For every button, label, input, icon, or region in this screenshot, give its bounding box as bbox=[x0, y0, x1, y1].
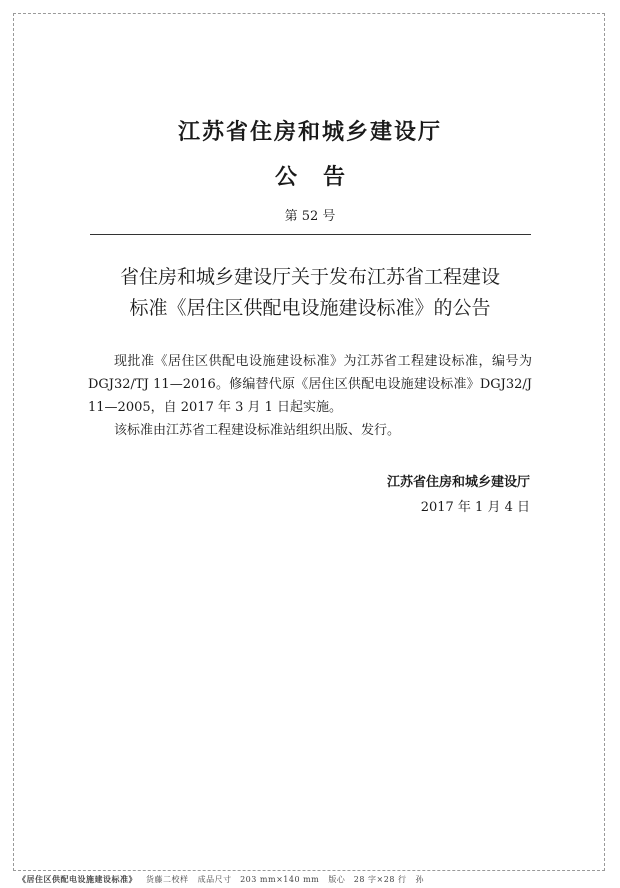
print-footer bbox=[18, 874, 430, 885]
footer-text-block: 版心 28 字×28 行 bbox=[328, 875, 407, 884]
signature-block bbox=[387, 470, 530, 520]
footer-book-title: 《居住区供配电设施建设标准》 bbox=[18, 875, 137, 884]
body-paragraph-2: 该标准由江苏省工程建设标准站组织出版、发行。 bbox=[114, 423, 401, 438]
document-type: 公告 bbox=[274, 165, 371, 190]
footer-tail: 孙 bbox=[415, 875, 425, 884]
announcement-title bbox=[70, 262, 550, 324]
body-paragraph-1: 现批准《居住区供配电设施建设标准》为江苏省工程建设标准，编号为 DGJ32/TJ 11—2016。修编替代原《居住区供配电设施建设标准》DGJ32/J 11—2005，自 2017 年 3 月 1 日起实施。 bbox=[88, 354, 532, 415]
announcement-body bbox=[88, 350, 532, 442]
announcement-title-line-1: 省住房和城乡建设厅关于发布江苏省工程建设 bbox=[119, 266, 500, 288]
announcement-title-line-2: 标准《居住区供配电设施建设标准》的公告 bbox=[129, 297, 491, 319]
footer-proof-stage: 货藤二校样 bbox=[146, 875, 189, 884]
document-number: 第 52 号 bbox=[284, 209, 336, 224]
issuer-title: 江苏省住房和城乡建设厅 bbox=[177, 120, 442, 145]
signature-organization: 江苏省住房和城乡建设厅 bbox=[386, 475, 530, 490]
header-divider bbox=[90, 234, 531, 235]
signature-date: 2017 年 1 月 4 日 bbox=[420, 500, 530, 515]
footer-trim-size: 成品尺寸 203 mm×140 mm bbox=[197, 875, 320, 884]
